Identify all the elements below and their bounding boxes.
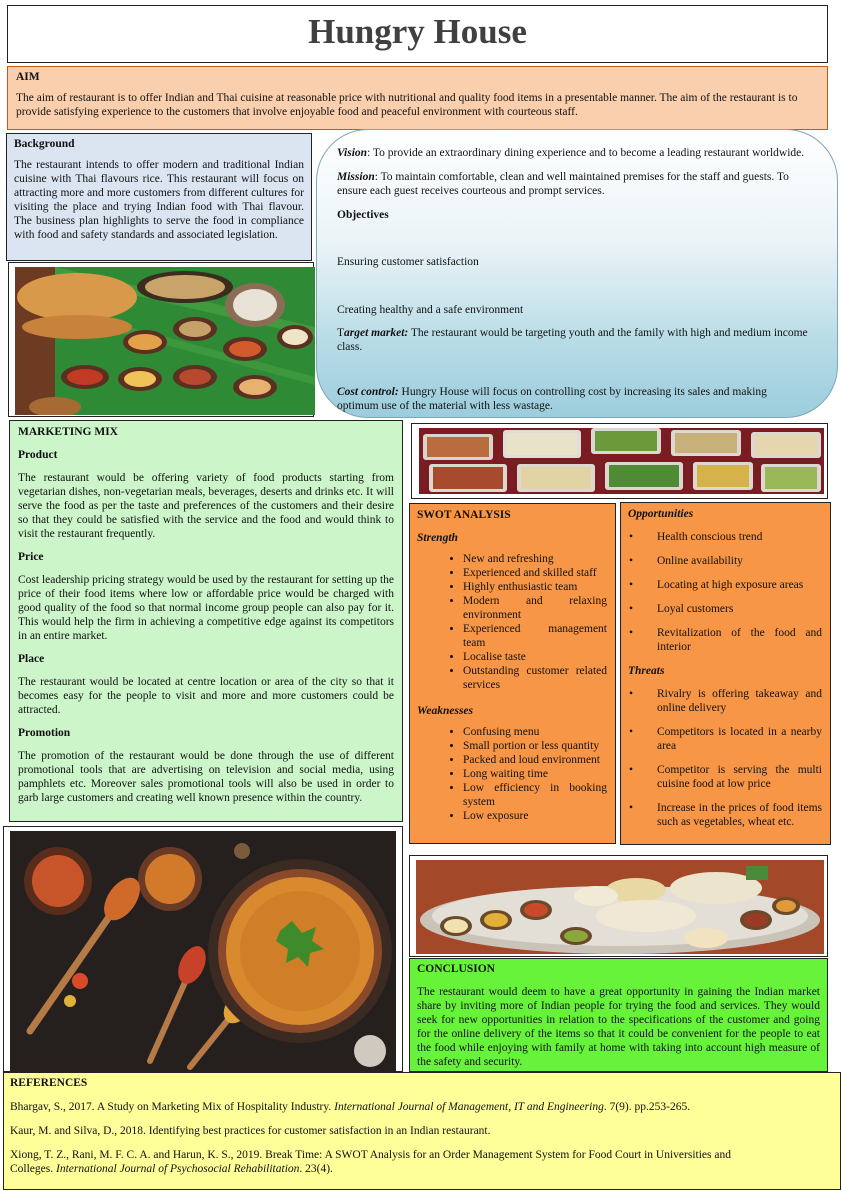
background-box: [6, 133, 312, 261]
strength-item: • New and refreshing: [463, 552, 607, 566]
swot-opportunity-threat-box: [620, 502, 831, 845]
mission-label: Mission: [337, 171, 375, 184]
dal-bowl-image: [10, 831, 396, 1071]
objectives-heading: Objectives: [337, 209, 389, 222]
target-text: The restaurant would be targeting youth and the family with high and medium income class.: [337, 327, 808, 354]
food-image-box-4: [409, 855, 828, 957]
strength-item: • Localise taste: [463, 650, 607, 664]
thali-banana-leaf-image: [15, 267, 315, 415]
conclusion-heading: CONCLUSION: [417, 963, 495, 975]
weakness-item: • Low exposure: [463, 809, 607, 823]
weakness-item: • Long waiting time: [463, 767, 607, 781]
promotion-text: The promotion of the restaurant would be done through the use of different promotional tools that are advertising on television and social media, using pamphlets etc. Moreover sales promotional tools will also be used in order to garb large customers and creating well known presence within the country.: [18, 750, 394, 805]
background-text: The restaurant intends to offer modern and traditional Indian cuisine with Thai flavours rice. This restaurant will focus on attracting more and more customers from different cultures for visiting the place and trying Indian food with Thai flavour. The business plan highlights to serve the food in compliance with food and safety standards and associated legislation.: [14, 159, 304, 242]
place-text: The restaurant would be located at centre location or area of the city so that it becomes easy for the people to visit and more and more customers could be attracted.: [18, 676, 394, 717]
strength-list: [417, 552, 607, 692]
product-heading: Product: [18, 449, 58, 462]
promotion-heading: Promotion: [18, 727, 71, 740]
conclusion-text: The restaurant would deem to have a great opportunity in gaining the Indian market share by inviting more of Indian people for trying the food and services. They would seek for new opportunities in relation to the specifications of the customer and going for the online delivery of the items so that it could be convenient for the people to eat the food while enjoying with family at home with taking into account high measure of the safety and security.: [417, 986, 820, 1069]
weakness-heading: Weaknesses: [417, 705, 474, 718]
aim-heading: AIM: [16, 71, 40, 83]
reference-1-tail: . 7(9). pp.253-265.: [603, 1101, 691, 1114]
reference-3-tail: . 23(4).: [299, 1163, 333, 1176]
threat-item: • Increase in the prices of food items such as vegetables, wheat etc.: [657, 801, 822, 829]
title-box: [7, 5, 828, 63]
strength-heading: Strength: [417, 532, 458, 545]
vision-statement: [337, 146, 811, 160]
aim-text: The aim of restaurant is to offer Indian and Thai cuisine at reasonable price with nutritional and quality food items in a presentable manner. The aim of the restaurant is to provide satisfying experience to the customers that involve enjoyable food and peaceful environment with courteous staff.: [16, 92, 798, 119]
references-box: [3, 1072, 841, 1190]
threat-item: • Competitor is serving the multi cuisine food at low price: [657, 763, 822, 791]
price-text: Cost leadership pricing strategy would be used by the restaurant for setting up the price of their food items where low or affordable price would be charged with good quality of the food so that normal income group people can also pay for it. This would help the firm in achieving a competitive edge against its competitors in an entire market.: [18, 574, 394, 643]
references-heading: REFERENCES: [10, 1077, 88, 1089]
weakness-item: • Packed and loud environment: [463, 753, 607, 767]
weakness-list: [417, 725, 607, 823]
thali-platter-image: [416, 860, 824, 954]
vision-mission-box: [316, 129, 838, 418]
mission-statement: [337, 170, 811, 198]
vision-label: Vision: [337, 147, 368, 159]
reference-1-text: Bhargav, S., 2017. A Study on Marketing Mix of Hospitality Industry.: [10, 1101, 335, 1114]
strength-item: • Outstanding customer related services: [463, 664, 607, 692]
strength-item: • Highly enthusiastic team: [463, 580, 607, 594]
opportunity-list: [657, 530, 822, 654]
aim-box: [7, 66, 828, 130]
objective-1: Ensuring customer satisfaction: [337, 256, 479, 269]
marketing-heading: MARKETING MIX: [18, 426, 118, 438]
swot-strength-weakness-box: [409, 503, 616, 844]
target-label: arget market:: [344, 327, 409, 340]
target-first-letter: T: [337, 327, 345, 340]
cost-text: Hungry House will focus on controlling cost by increasing its sales and making optimum use of the material with less wastage.: [337, 386, 767, 413]
conclusion-box: [409, 958, 828, 1072]
cost-control: [337, 385, 811, 413]
threat-heading: Threats: [628, 665, 665, 678]
threat-item: • Competitors is located in a nearby area: [657, 725, 822, 753]
threat-item: • Rivalry is offering takeaway and online delivery: [657, 687, 822, 715]
opportunity-item: • Online availability: [657, 554, 822, 568]
vision-text: : To provide an extraordinary dining experience and to become a leading restaurant worldwide.: [367, 147, 805, 159]
food-image-box-1: [8, 262, 314, 417]
place-heading: Place: [18, 653, 45, 666]
opportunity-heading: Opportunities: [628, 508, 694, 520]
reference-1-journal: International Journal of Management, IT and Engineering: [334, 1101, 604, 1114]
cost-label: Cost control:: [337, 386, 399, 399]
target-market: [337, 326, 811, 354]
background-heading: Background: [14, 138, 75, 150]
salad-trays-image: [419, 428, 824, 494]
strength-item: • Experienced and skilled staff: [463, 566, 607, 580]
weakness-item: • Low efficiency in booking system: [463, 781, 607, 809]
opportunity-item: • Health conscious trend: [657, 530, 822, 544]
reference-3-text: Xiong, T. Z., Rani, M. F. C. A. and Harun, K. S., 2019. Break Time: A SWOT Analysis for an Order Management System for Food Court in Universities and Colleges.: [10, 1149, 731, 1176]
weakness-item: • Confusing menu: [463, 725, 607, 739]
opportunity-item: • Loyal customers: [657, 602, 822, 616]
reference-3-journal: International Journal of Psychosocial Rehabilitation: [56, 1163, 300, 1176]
objective-2: Creating healthy and a safe environment: [337, 304, 524, 317]
threat-list: [657, 687, 822, 829]
mission-text: : To maintain comfortable, clean and well maintained premises for the staff and guests. To ensure each guest receives courteous and prompt services.: [337, 171, 789, 198]
reference-3: [10, 1148, 834, 1176]
strength-item: • Experienced management team: [463, 622, 607, 650]
reference-1: [10, 1100, 834, 1114]
food-image-box-2: [411, 423, 828, 499]
page-title: Hungry House: [308, 12, 527, 51]
food-image-box-3: [3, 826, 403, 1072]
opportunity-item: • Revitalization of the food and interior: [657, 626, 822, 654]
product-text: The restaurant would be offering variety of food products starting from vegetarian dishes, non-vegetarian meals, beverages, deserts and drinks etc. It will serve the food as per the taste and preferences of the customers and their desire so that they could be satisfied with the service and the food and would think to visit the restaurant frequently.: [18, 472, 394, 541]
strength-item: • Modern and relaxing environment: [463, 594, 607, 622]
marketing-mix-box: [9, 420, 403, 822]
reference-2: [10, 1124, 834, 1138]
opportunity-item: • Locating at high exposure areas: [657, 578, 822, 592]
weakness-item: • Small portion or less quantity: [463, 739, 607, 753]
price-heading: Price: [18, 551, 44, 564]
swot-heading: SWOT ANALYSIS: [417, 509, 511, 521]
reference-2-text: Kaur, M. and Silva, D., 2018. Identifying best practices for customer satisfaction in an Indian restaurant.: [10, 1125, 491, 1138]
